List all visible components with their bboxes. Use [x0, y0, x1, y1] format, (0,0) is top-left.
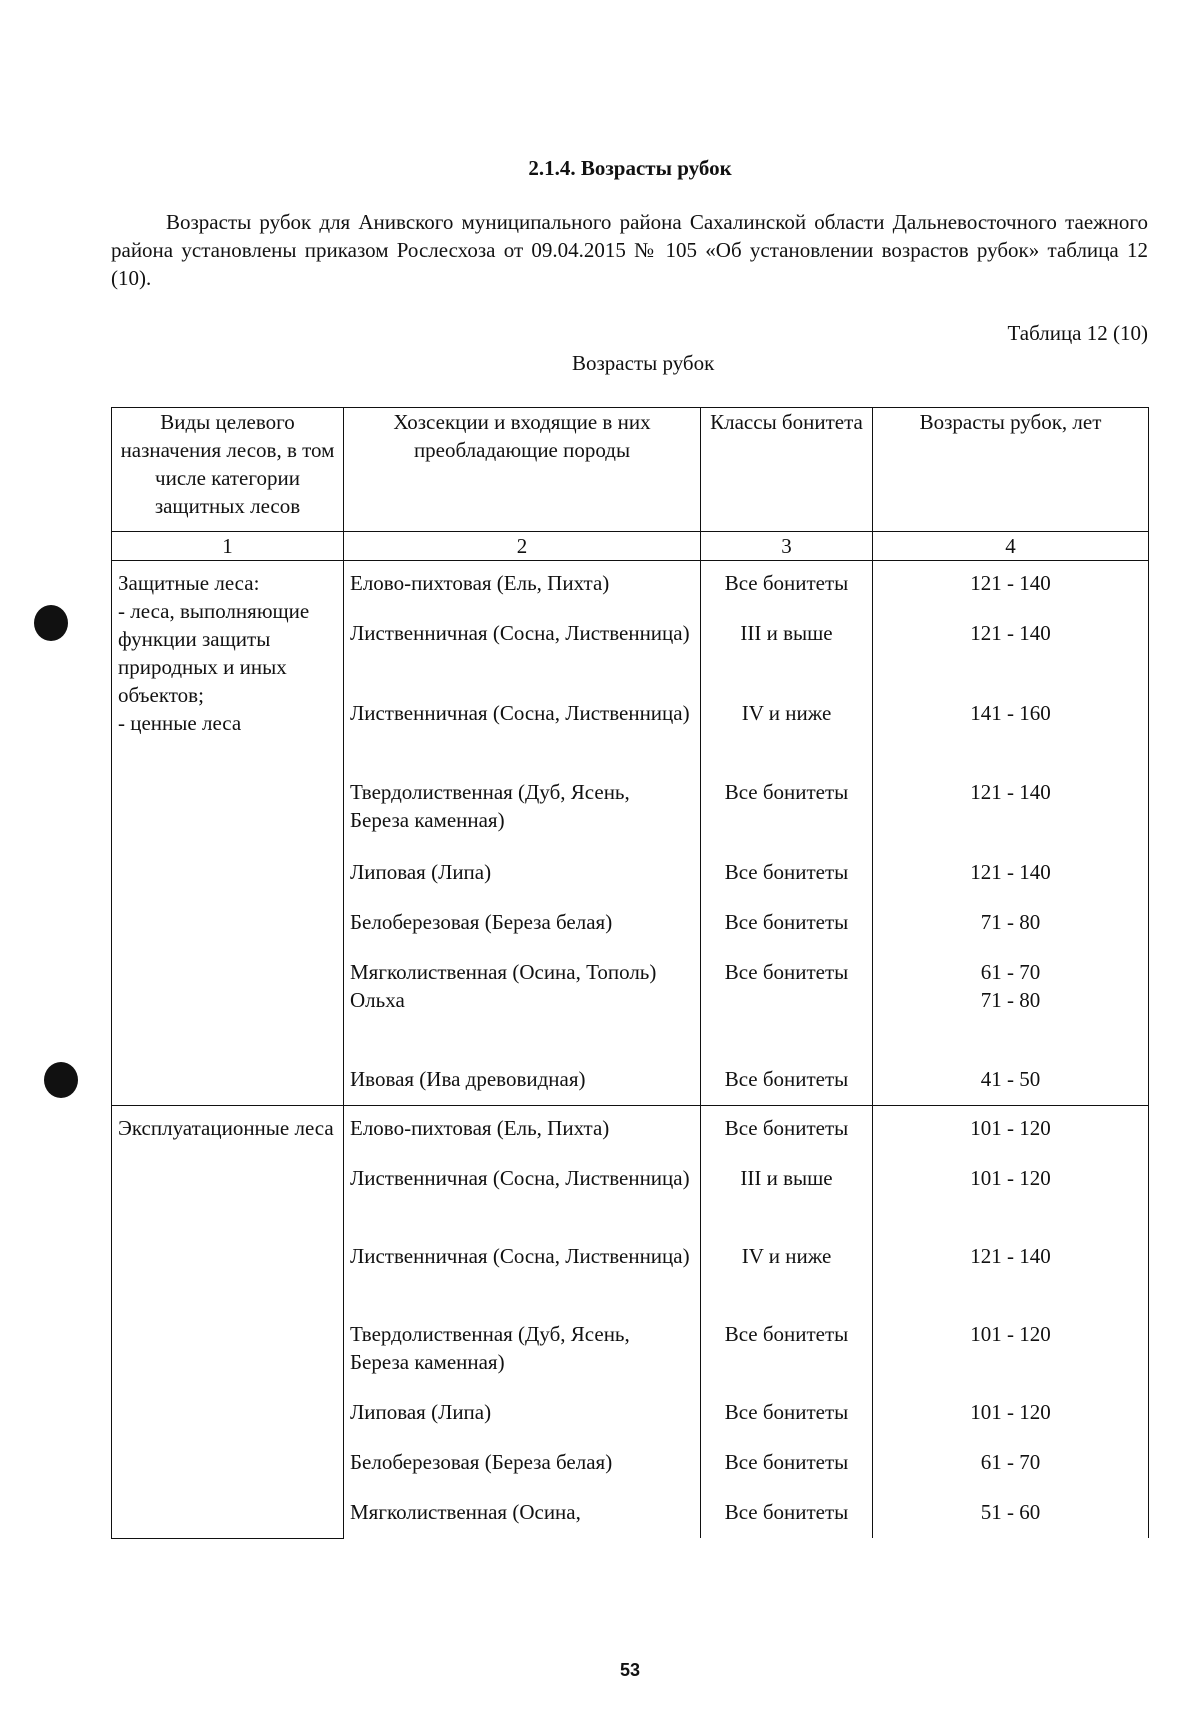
site-class-text: Все бонитеты	[724, 571, 849, 595]
site-class-text: Все бонитеты	[724, 860, 849, 884]
intro-paragraph: Возрасты рубок для Анивского муниципального района Сахалинской области Дальневосточного таежного района установлены приказом Рослесхоза от 09.04.2015 № 105 «Об установлении возрастов рубок» таблица 12 (10).	[111, 210, 1148, 290]
age-column-cell	[873, 1106, 1149, 1539]
table-group-1	[112, 561, 1149, 1106]
cutting-age-text: 121 - 140	[970, 621, 1051, 645]
site-class-text: IV и ниже	[741, 701, 832, 725]
site-class-text: III и выше	[740, 621, 833, 645]
site-class-text: Все бонитеты	[724, 1500, 849, 1524]
forest-section-text: Лиственничная (Сосна, Лиственница)	[350, 701, 690, 725]
forest-section-text: Мягколиственная (Осина,	[350, 1500, 581, 1524]
cutting-age-text: 61 - 70 71 - 80	[980, 960, 1041, 1012]
section-column-cell	[344, 561, 701, 1106]
site-class-text: Все бонитеты	[724, 1116, 849, 1140]
header-section: Хозсекции и входящие в них преобладающие породы	[344, 408, 701, 532]
forest-section-text: Белоберезовая (Береза белая)	[350, 910, 613, 934]
column-number: 4	[873, 532, 1149, 561]
header-purpose: Виды целевого назначения лесов, в том числе категории защитных лесов	[112, 408, 344, 532]
site-class-text: III и выше	[740, 1166, 833, 1190]
forest-section-text: Лиственничная (Сосна, Лиственница)	[350, 1244, 690, 1268]
cutting-age-text: 71 - 80	[980, 910, 1041, 934]
table-header-row	[112, 408, 1149, 532]
forest-section-text: Мягколиственная (Осина, Тополь) Ольха	[350, 960, 657, 1012]
forest-section-text: Липовая (Липа)	[350, 1400, 492, 1424]
header-age: Возрасты рубок, лет	[873, 408, 1149, 532]
forest-section-text: Лиственничная (Сосна, Лиственница)	[350, 621, 690, 645]
punch-hole-bottom	[44, 1062, 78, 1098]
table-group-2	[112, 1106, 1149, 1539]
class-column-cell	[701, 1106, 873, 1539]
forest-section-text: Лиственничная (Сосна, Лиственница)	[350, 1166, 690, 1190]
cutting-age-text: 121 - 140	[970, 860, 1051, 884]
column-number: 1	[112, 532, 344, 561]
cutting-age-text: 121 - 140	[970, 780, 1051, 804]
site-class-text: Все бонитеты	[724, 780, 849, 804]
column-number-row	[112, 532, 1149, 561]
forest-section-text: Твердолиственная (Дуб, Ясень, Береза каменная)	[350, 780, 630, 832]
cutting-age-text: 41 - 50	[980, 1067, 1041, 1091]
forest-section-text: Твердолиственная (Дуб, Ясень, Береза каменная)	[350, 1322, 630, 1374]
table-number-label: Таблица 12 (10)	[1007, 321, 1148, 345]
forest-section-text: Ивовая (Ива древовидная)	[350, 1067, 586, 1091]
site-class-text: Все бонитеты	[724, 1322, 849, 1346]
site-class-text: Все бонитеты	[724, 960, 849, 984]
section-heading: 2.1.4. Возрасты рубок	[528, 156, 732, 180]
cutting-age-text: 101 - 120	[970, 1322, 1051, 1346]
section-column-cell	[344, 1106, 701, 1539]
forest-section-text: Липовая (Липа)	[350, 860, 492, 884]
page-number: 53	[619, 1660, 641, 1680]
site-class-text: Все бонитеты	[724, 1450, 849, 1474]
forest-category-cell: Защитные леса: - леса, выполняющие функции защиты природных и иных объектов; - ценные леса	[112, 561, 344, 1106]
age-column-cell	[873, 561, 1149, 1106]
cutting-age-text: 101 - 120	[970, 1400, 1051, 1424]
site-class-text: Все бонитеты	[724, 1400, 849, 1424]
cutting-age-text: 121 - 140	[970, 1244, 1051, 1268]
forest-category-cell: Эксплуатационные леса	[112, 1106, 344, 1539]
column-number: 2	[344, 532, 701, 561]
cutting-age-text: 121 - 140	[970, 571, 1051, 595]
class-column-cell	[701, 561, 873, 1106]
site-class-text: Все бонитеты	[724, 1067, 849, 1091]
forest-section-text: Елово-пихтовая (Ель, Пихта)	[350, 571, 610, 595]
punch-hole-top	[34, 605, 68, 641]
cutting-age-text: 101 - 120	[970, 1166, 1051, 1190]
forest-section-text: Белоберезовая (Береза белая)	[350, 1450, 613, 1474]
cutting-age-text: 101 - 120	[970, 1116, 1051, 1140]
site-class-text: IV и ниже	[741, 1244, 832, 1268]
site-class-text: Все бонитеты	[724, 910, 849, 934]
column-number: 3	[701, 532, 873, 561]
forest-section-text: Елово-пихтовая (Ель, Пихта)	[350, 1116, 610, 1140]
cutting-ages-table	[111, 407, 1149, 1539]
cutting-age-text: 61 - 70	[980, 1450, 1041, 1474]
cutting-age-text: 51 - 60	[980, 1500, 1041, 1524]
table-title: Возрасты рубок	[572, 351, 715, 375]
header-class: Классы бонитета	[701, 408, 873, 532]
cutting-age-text: 141 - 160	[970, 701, 1051, 725]
